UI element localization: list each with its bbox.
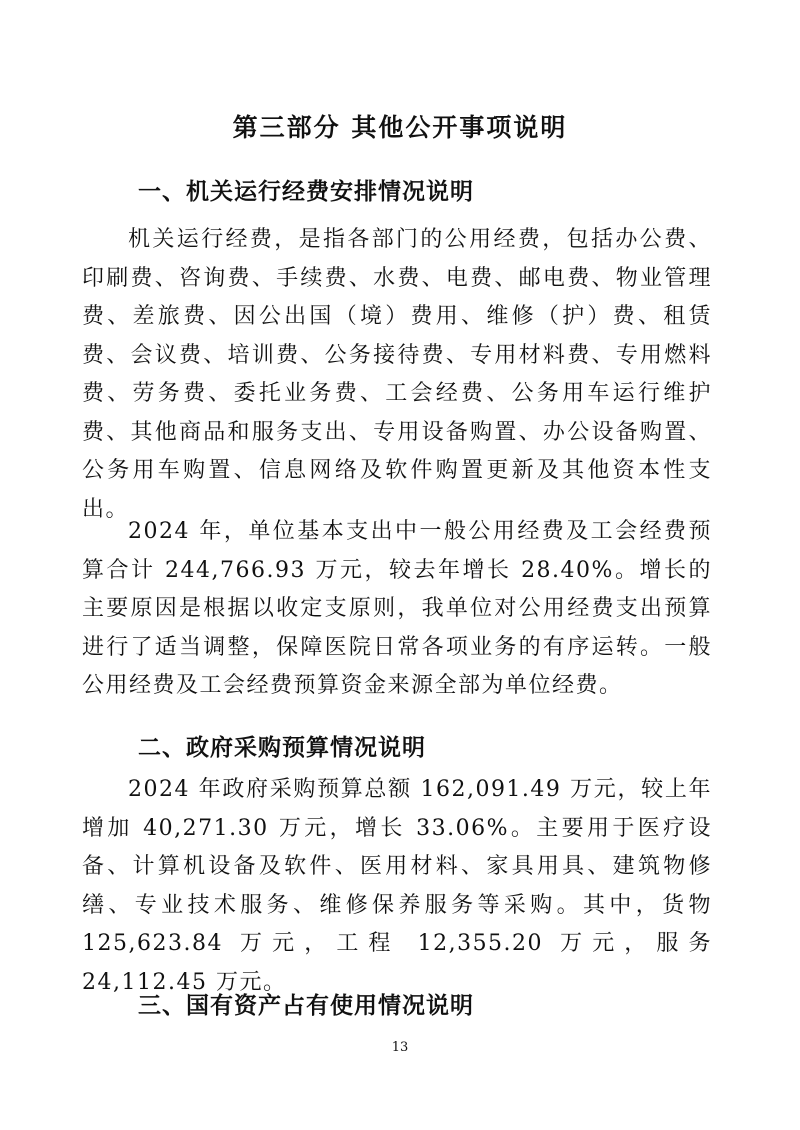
section-heading-operating-expenses: 一、机关运行经费安排情况说明 <box>138 179 474 205</box>
paragraph-operating-expenses-budget: 2024 年，单位基本支出中一般公用经费及工会经费预算合计 244,766.93 万元，较去年增长 28.40%。增长的主要原因是根据以收定支原则，我单位对公用经费支出预算进行了适当调整，保障医院日常各项业务的有序运转。一般公用经费及工会经费预算资金来源全部为单位经费。 <box>82 519 712 698</box>
section-heading-state-assets: 三、国有资产占有使用情况说明 <box>138 993 474 1019</box>
page-title: 第三部分 其他公开事项说明 <box>232 113 568 142</box>
paragraph-procurement-budget: 2024 年政府采购预算总额 162,091.49 万元，较上年增加 40,271.30 万元，增长 33.06%。主要用于医疗设备、计算机设备及软件、医用材料、家具用具、建筑物修缮、专业技术服务、维修保养服务等采购。其中，货物 125,623.84 万元，工程 12,355.20 万元，服务 24,112.45 万元。 <box>82 777 712 995</box>
paragraph-operating-expenses-definition: 机关运行经费，是指各部门的公用经费，包括办公费、印刷费、咨询费、手续费、水费、电费、邮电费、物业管理费、差旅费、因公出国（境）费用、维修（护）费、租赁费、会议费、培训费、公务接待费、专用材料费、专用燃料费、劳务费、委托业务费、工会经费、公务用车运行维护费、其他商品和服务支出、专用设备购置、办公设备购置、公务用车购置、信息网络及软件购置更新及其他资本性支出。 <box>82 227 712 522</box>
section-heading-procurement-budget: 二、政府采购预算情况说明 <box>138 735 426 761</box>
page-number: 13 <box>391 1040 409 1055</box>
